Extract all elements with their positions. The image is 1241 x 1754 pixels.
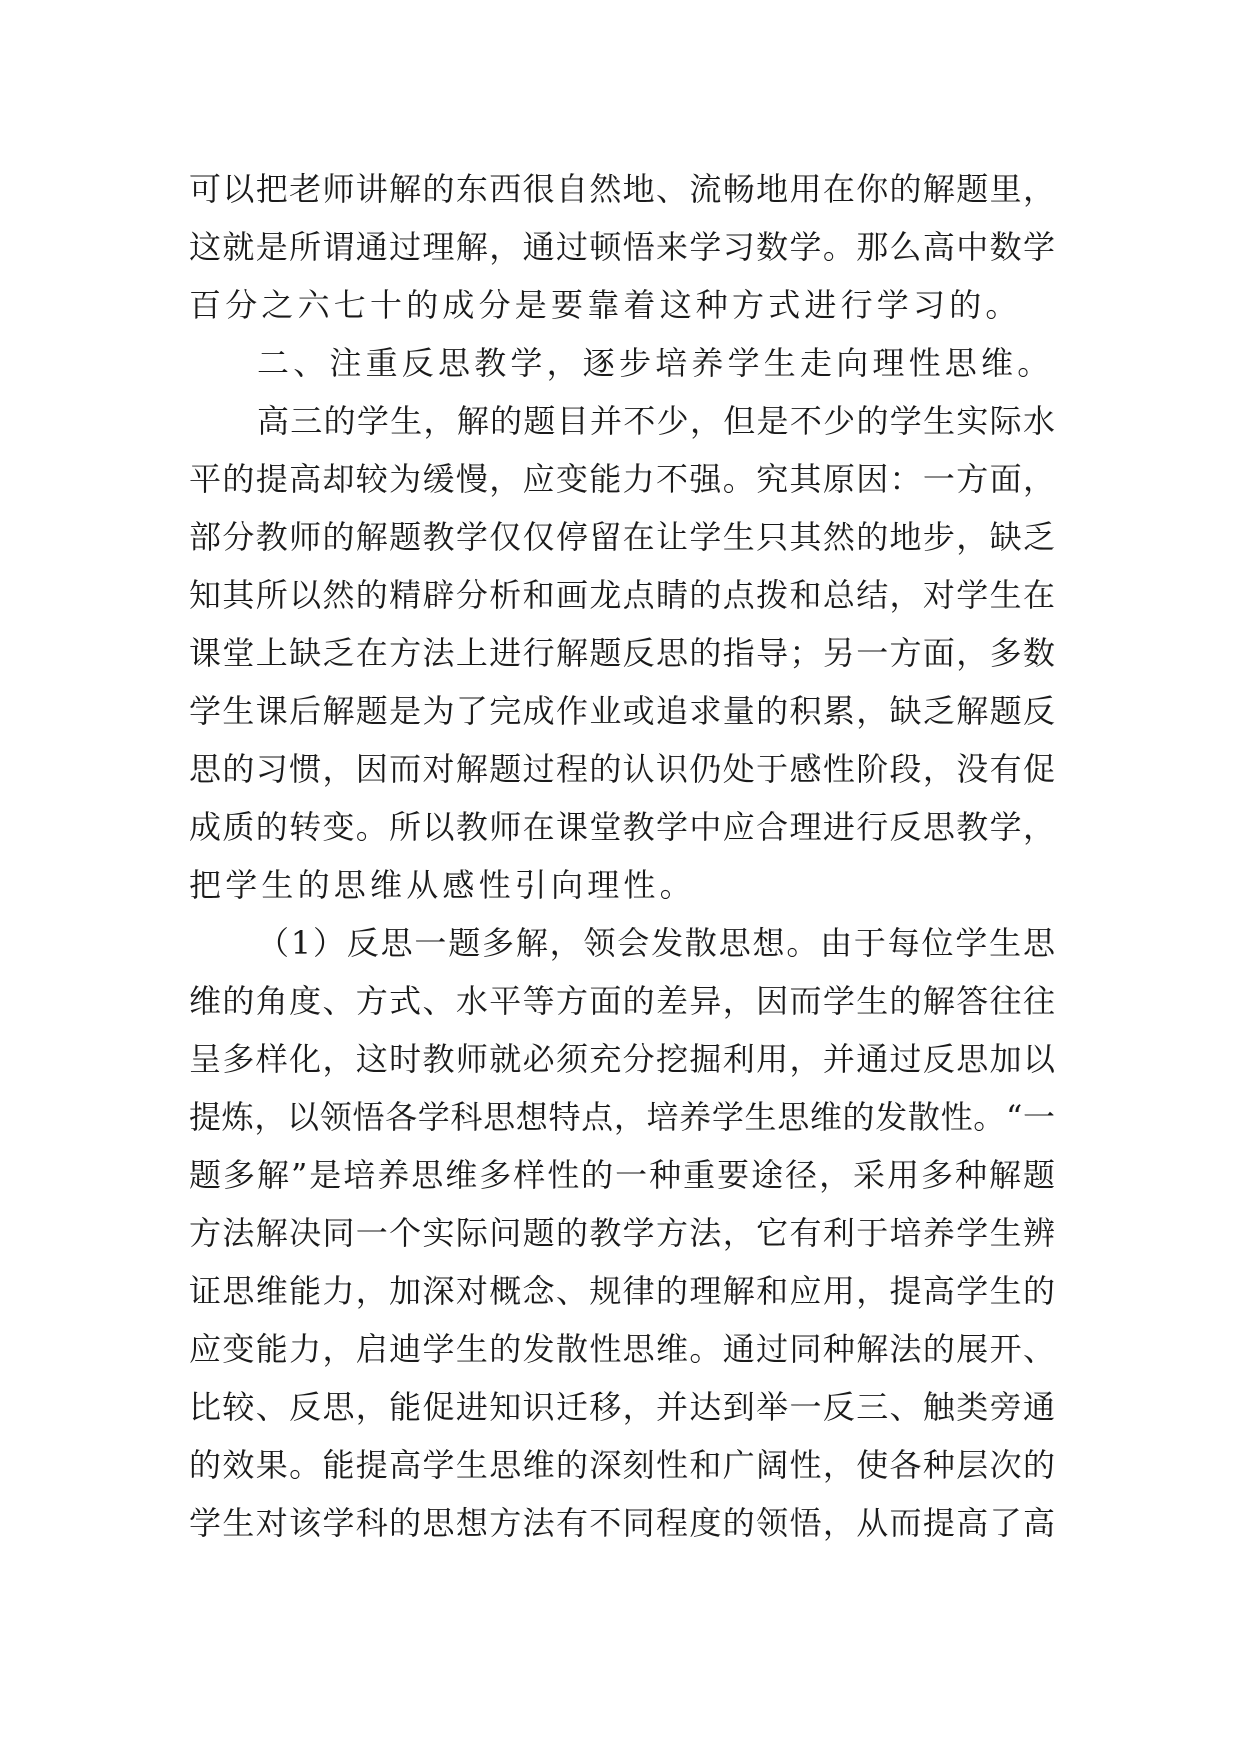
text-line: 课堂上缺乏在方法上进行解题反思的指导；另一方面，多数 — [189, 634, 1055, 672]
text-line: 成质的转变。所以教师在课堂教学中应合理进行反思教学， — [189, 808, 1055, 846]
section-heading — [189, 334, 1055, 392]
text-line: 百分之六七十的成分是要靠着这种方式进行学习的。 — [189, 286, 1022, 324]
text-line: 把学生的思维从感性引向理性。 — [189, 866, 696, 904]
text-line: 学生对该学科的思想方法有不同程度的领悟，从而提高了高 — [189, 1504, 1055, 1542]
text-line: 维的角度、方式、水平等方面的差异，因而学生的解答往往 — [189, 982, 1055, 1020]
text-line: 平的提高却较为缓慢，应变能力不强。究其原因：一方面， — [189, 460, 1055, 498]
text-line: 这就是所谓通过理解，通过顿悟来学习数学。那么高中数学 — [189, 228, 1055, 266]
text-line: 部分教师的解题教学仅仅停留在让学生只其然的地步，缺乏 — [189, 518, 1055, 556]
text-line: 学生课后解题是为了完成作业或追求量的积累，缺乏解题反 — [189, 692, 1055, 730]
text-line: 高三的学生，解的题目并不少，但是不少的学生实际水 — [257, 402, 1055, 440]
text-line: 思的习惯，因而对解题过程的认识仍处于感性阶段，没有促 — [189, 750, 1055, 788]
text-line: 方法解决同一个实际问题的教学方法，它有利于培养学生辨 — [189, 1214, 1055, 1252]
text-line: 可以把老师讲解的东西很自然地、流畅地用在你的解题里， — [189, 170, 1055, 208]
paragraph — [189, 160, 1055, 334]
text-line: 提炼，以领悟各学科思想特点，培养学生思维的发散性。“一 — [189, 1098, 1055, 1136]
text-line: 应变能力，启迪学生的发散性思维。通过同种解法的展开、 — [189, 1330, 1055, 1368]
document-page — [189, 160, 1055, 1552]
text-line: 比较、反思，能促进知识迁移，并达到举一反三、触类旁通 — [189, 1388, 1055, 1426]
paragraph — [189, 914, 1055, 1552]
text-line: 知其所以然的精辟分析和画龙点睛的点拨和总结，对学生在 — [189, 576, 1055, 614]
text-line: （1）反思一题多解，领会发散思想。由于每位学生思 — [257, 924, 1055, 962]
paragraph — [189, 392, 1055, 914]
text-line: 证思维能力，加深对概念、规律的理解和应用，提高学生的 — [189, 1272, 1055, 1310]
text-line: 二、注重反思教学，逐步培养学生走向理性思维。 — [257, 344, 1054, 382]
text-line: 的效果。能提高学生思维的深刻性和广阔性，使各种层次的 — [189, 1446, 1055, 1484]
text-line: 呈多样化，这时教师就必须充分挖掘利用，并通过反思加以 — [189, 1040, 1055, 1078]
text-line: 题多解”是培养思维多样性的一种重要途径，采用多种解题 — [189, 1156, 1055, 1194]
